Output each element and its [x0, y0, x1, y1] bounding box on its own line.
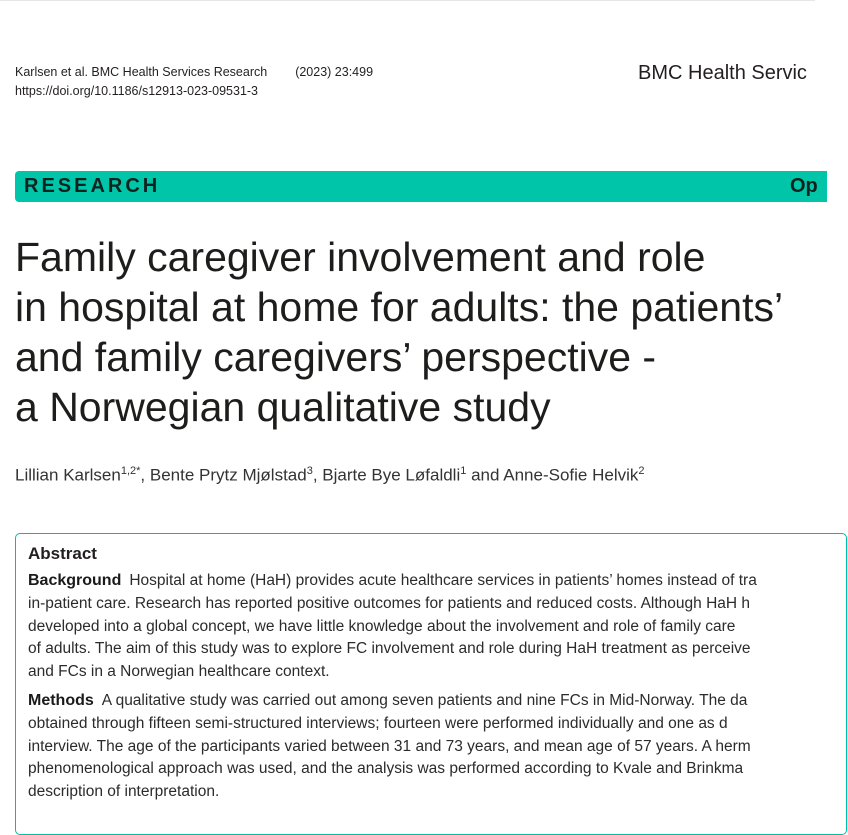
- abstract-box: [15, 533, 847, 835]
- abstract-line: and FCs in a Norwegian healthcare context.: [28, 663, 330, 681]
- article-type-label: RESEARCH: [24, 175, 161, 197]
- article-type-band: [15, 171, 827, 202]
- abstract-background: [28, 570, 848, 684]
- citation-year: (2023) 23:499: [295, 65, 374, 79]
- author-affiliation: 1: [460, 465, 467, 477]
- author-affiliation: 3: [306, 465, 313, 477]
- abstract-line: in-patient care. Research has reported positive outcomes for patients and reduced costs. Although HaH h: [28, 594, 751, 612]
- page-top-border: [0, 0, 815, 1]
- citation-authors: Karlsen et al. BMC Health Services Research: [15, 65, 268, 79]
- citation-block: [15, 63, 373, 101]
- open-access-label: Op: [790, 175, 818, 197]
- abstract-methods: [28, 690, 848, 804]
- title-line: in hospital at home for adults: the patients’: [15, 284, 784, 330]
- author-name[interactable]: Lillian Karlsen: [15, 465, 121, 485]
- author-affiliation: 1,2*: [120, 465, 141, 477]
- abstract-line: [28, 570, 848, 593]
- abstract-line: [28, 690, 848, 713]
- article-title: [15, 232, 815, 432]
- abstract-heading: Abstract: [28, 544, 97, 563]
- title-line: Family caregiver involvement and role: [15, 234, 706, 280]
- author-joiner: and: [471, 465, 500, 485]
- author-name[interactable]: Anne-Sofie Helvik: [503, 465, 639, 485]
- author-affiliation: 2: [638, 465, 645, 477]
- title-line: a Norwegian qualitative study: [15, 384, 551, 430]
- journal-name: BMC Health Servic: [638, 62, 807, 84]
- abstract-line: of adults. The aim of this study was to explore FC involvement and role during HaH treatment as perceive: [28, 640, 751, 658]
- abstract-line: obtained through fifteen semi-structured interviews; fourteen were performed individually and one as d: [28, 714, 728, 732]
- section-label: Methods: [28, 692, 94, 709]
- abstract-line: description of interpretation.: [28, 783, 220, 801]
- doi-link[interactable]: https://doi.org/10.1186/s12913-023-09531-3: [15, 84, 259, 98]
- author-name[interactable]: Bente Prytz Mjølstad: [149, 465, 307, 485]
- citation-line: [15, 63, 373, 82]
- title-line: and family caregivers’ perspective -: [15, 334, 657, 380]
- author-name[interactable]: Bjarte Bye Løfaldli: [322, 465, 461, 485]
- abstract-line: phenomenological approach was used, and the analysis was performed according to Kvale and Brinkma: [28, 760, 744, 778]
- author-list: Lillian Karlsen$^{1,2*}$, Bente Prytz Mjølstad$^3$, Bjarte Bye Løfaldli$^1$ and Anne-Sofie Helvik$^2$: [15, 465, 645, 485]
- abstract-text: A qualitative study was carried out among seven patients and nine FCs in Mid-Norway. The da: [101, 692, 748, 709]
- section-label: Background: [28, 572, 122, 589]
- abstract-line: interview. The age of the participants varied between 31 and 73 years, and mean age of 57 years. A herm: [28, 737, 751, 755]
- abstract-text: Hospital at home (HaH) provides acute healthcare services in patients’ homes instead of tra: [129, 572, 757, 589]
- abstract-line: developed into a global concept, we have little knowledge about the involvement and role of family care: [28, 617, 736, 635]
